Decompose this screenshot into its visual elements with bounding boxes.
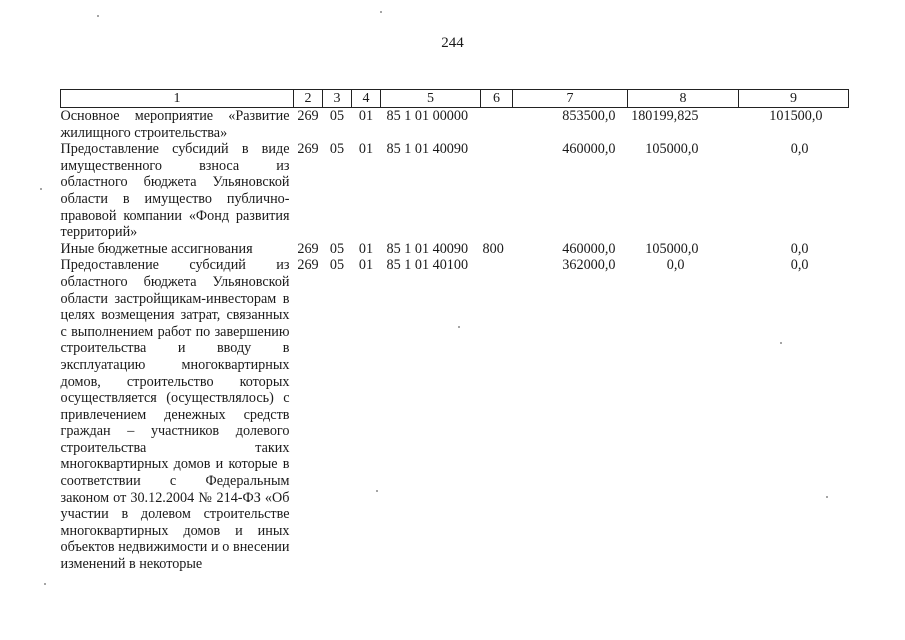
row-section-code: 05	[329, 240, 345, 257]
row-target-code: 85 1 01 40100	[386, 257, 469, 274]
row-subsection-code: 01	[358, 257, 374, 274]
row-ministry-code: 269	[297, 141, 319, 158]
row-amount-2: 180199,825	[631, 108, 699, 124]
table-row	[61, 108, 849, 142]
scan-speck	[458, 326, 460, 328]
row-name: Предоставление субсидий в виде имущественного взноса из областного бюджета Ульяновской области в имущество публично-правовой компании «Фонд развития территорий»	[60, 141, 290, 241]
row-name: Основное мероприятие «Развитие жилищного строительства»	[60, 108, 290, 141]
row-target-code: 85 1 01 40090	[386, 141, 469, 158]
header-row	[61, 90, 849, 108]
scan-speck	[826, 496, 828, 498]
table-row	[61, 241, 849, 258]
header-col-3: 3	[323, 90, 352, 108]
row-name: Предоставление субсидий из областного бюджета Ульяновской области застройщикам-инвесторам в целях возмещения затрат, связанных с выполнением работ по завершению строительства и вводу в эксплуатацию многоквартирных домов, строительство которых осуществляется (осуществлялось) с привлечением денежных средств граждан – участников долевого строительства таких многоквартирных домов и которые в соответствии с Федеральным законом от 30.12.2004 № 214-ФЗ «Об участии в долевом строительстве многоквартирных домов и иных объектов недвижимости и о внесении изменений в некоторые	[60, 257, 290, 573]
row-expense-type	[481, 141, 513, 241]
scan-speck	[376, 490, 378, 492]
scan-speck	[780, 342, 782, 344]
row-ministry-code: 269	[297, 257, 319, 274]
header-col-1: 1	[61, 90, 294, 108]
scan-speck	[40, 188, 42, 190]
row-section-code: 05	[329, 141, 345, 158]
row-subsection-code: 01	[358, 240, 374, 257]
row-amount-1: 853500,0	[562, 108, 616, 124]
budget-table	[60, 89, 849, 573]
row-amount-2: 105000,0	[645, 141, 699, 158]
row-expense-type	[481, 108, 513, 142]
scan-speck	[380, 11, 382, 13]
row-subsection-code: 01	[358, 141, 374, 158]
row-amount-1: 460000,0	[562, 240, 616, 257]
row-subsection-code: 01	[358, 108, 374, 124]
table-row	[61, 257, 849, 572]
page-number: 244	[441, 35, 464, 51]
header-col-6: 6	[481, 90, 513, 108]
row-target-code: 85 1 01 40090	[386, 240, 469, 257]
row-expense-type: 800	[482, 240, 504, 257]
row-amount-3: 101500,0	[769, 108, 823, 124]
header-col-8: 8	[628, 90, 739, 108]
header-col-9: 9	[739, 90, 849, 108]
row-amount-3: 0,0	[790, 240, 809, 257]
header-col-5: 5	[381, 90, 481, 108]
row-ministry-code: 269	[297, 108, 319, 124]
header-col-7: 7	[513, 90, 628, 108]
row-amount-2: 105000,0	[645, 240, 699, 257]
row-amount-2: 0,0	[666, 257, 685, 274]
row-target-code: 85 1 01 00000	[386, 108, 469, 124]
row-ministry-code: 269	[297, 240, 319, 257]
row-amount-3: 0,0	[790, 141, 809, 158]
row-name: Иные бюджетные ассигнования	[60, 240, 253, 257]
row-section-code: 05	[329, 108, 345, 124]
row-expense-type	[481, 257, 513, 572]
scan-speck	[44, 583, 46, 585]
header-col-4: 4	[352, 90, 381, 108]
scan-speck	[97, 15, 99, 17]
row-amount-3: 0,0	[790, 257, 809, 274]
table-row	[61, 141, 849, 241]
row-amount-1: 362000,0	[562, 257, 616, 274]
row-amount-1: 460000,0	[562, 141, 616, 158]
row-section-code: 05	[329, 257, 345, 274]
header-col-2: 2	[294, 90, 323, 108]
